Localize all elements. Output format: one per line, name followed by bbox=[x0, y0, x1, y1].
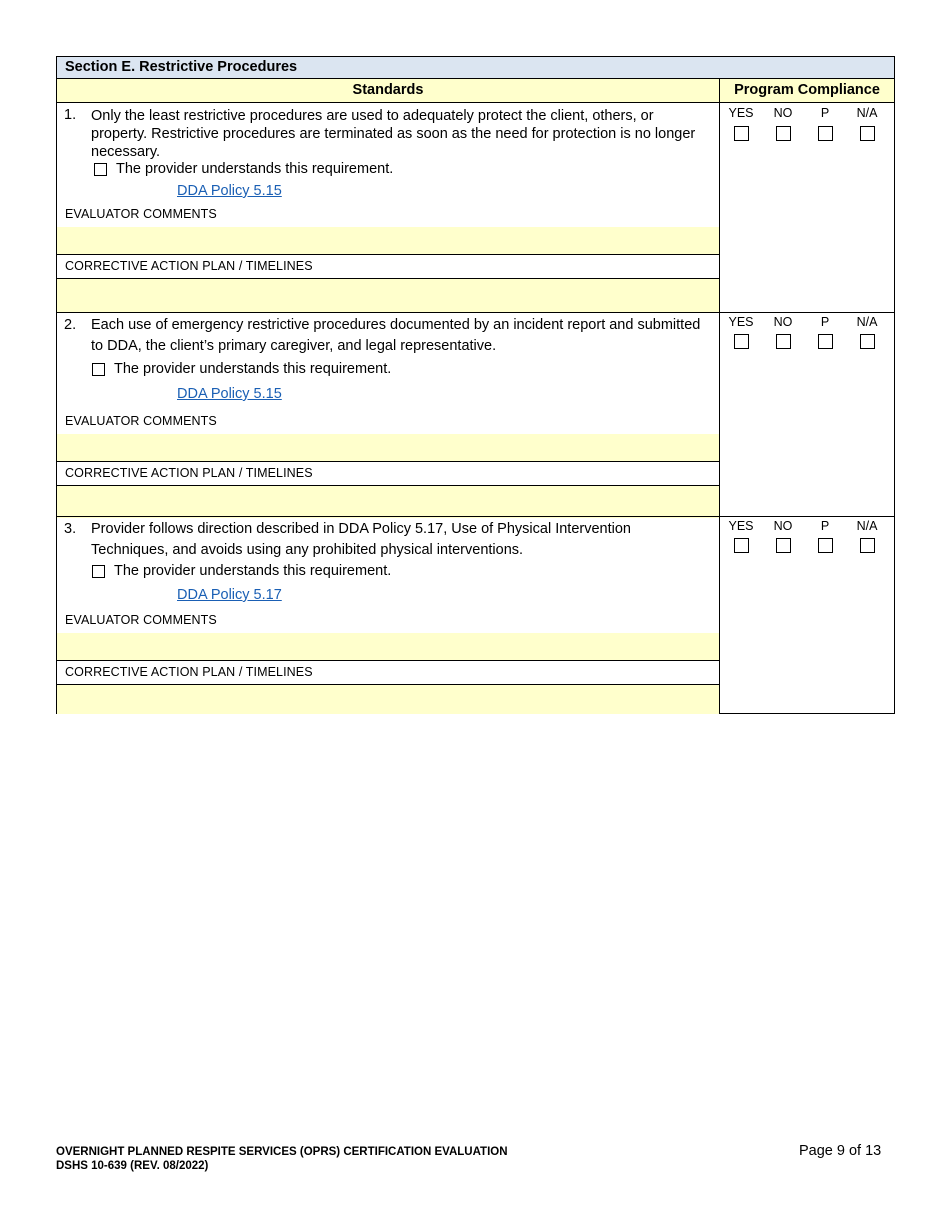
corrective-action-label: CORRECTIVE ACTION PLAN / TIMELINES bbox=[65, 259, 313, 273]
evaluator-comments-label: EVALUATOR COMMENTS bbox=[65, 613, 217, 627]
na-checkbox[interactable] bbox=[860, 126, 875, 141]
partial-label: P bbox=[820, 106, 830, 120]
standard-text: Each use of emergency restrictive procedures documented by an incident report and submitted to DDA, the client’s primary caregiver, and legal representative. bbox=[91, 317, 701, 354]
table-header bbox=[57, 79, 894, 103]
standards-header: Standards bbox=[57, 79, 720, 102]
form-number: DSHS 10-639 (REV. 08/2022) bbox=[56, 1160, 209, 1172]
compliance-cell bbox=[720, 313, 894, 516]
partial-checkbox[interactable] bbox=[818, 538, 833, 553]
no-checkbox[interactable] bbox=[776, 126, 791, 141]
item-number: 1. bbox=[64, 107, 77, 123]
yes-label: YES bbox=[728, 315, 754, 329]
corrective-action-field[interactable] bbox=[57, 278, 719, 313]
corrective-action-field[interactable] bbox=[57, 684, 719, 714]
item-number: 2. bbox=[64, 317, 77, 333]
compliance-cell bbox=[720, 103, 894, 312]
no-checkbox[interactable] bbox=[776, 538, 791, 553]
acknowledgement bbox=[92, 361, 391, 377]
acknowledge-checkbox[interactable] bbox=[94, 163, 107, 176]
evaluator-comments-field[interactable] bbox=[57, 434, 719, 462]
yes-label: YES bbox=[728, 519, 754, 533]
na-label: N/A bbox=[856, 315, 878, 329]
partial-checkbox[interactable] bbox=[818, 334, 833, 349]
policy-link[interactable]: DDA Policy 5.15 bbox=[177, 386, 282, 402]
no-label: NO bbox=[773, 106, 793, 120]
standard-text: Only the least restrictive procedures are used to adequately protect the client, others, or property. Restrictive procedures are terminated as soon as the need for protection is no longer necessary. bbox=[91, 108, 696, 160]
partial-label: P bbox=[820, 315, 830, 329]
evaluator-comments-label: EVALUATOR COMMENTS bbox=[65, 207, 217, 221]
standard-row-2 bbox=[57, 312, 894, 516]
acknowledgement-label: The provider understands this requirement. bbox=[114, 563, 392, 579]
standard-row-1 bbox=[57, 103, 894, 312]
standard-row-3 bbox=[57, 516, 894, 713]
evaluator-comments-field[interactable] bbox=[57, 227, 719, 255]
partial-label: P bbox=[820, 519, 830, 533]
item-number: 3. bbox=[64, 521, 77, 537]
corrective-action-label: CORRECTIVE ACTION PLAN / TIMELINES bbox=[65, 665, 313, 679]
acknowledgement bbox=[94, 161, 393, 177]
no-label: NO bbox=[773, 315, 793, 329]
na-checkbox[interactable] bbox=[860, 538, 875, 553]
acknowledgement-label: The provider understands this requirement. bbox=[116, 161, 394, 177]
na-checkbox[interactable] bbox=[860, 334, 875, 349]
partial-checkbox[interactable] bbox=[818, 126, 833, 141]
acknowledge-checkbox[interactable] bbox=[92, 565, 105, 578]
program-compliance-header: Program Compliance bbox=[734, 82, 880, 98]
acknowledgement bbox=[92, 563, 391, 579]
no-checkbox[interactable] bbox=[776, 334, 791, 349]
policy-link[interactable]: DDA Policy 5.15 bbox=[177, 183, 282, 199]
policy-link[interactable]: DDA Policy 5.17 bbox=[177, 587, 282, 603]
evaluator-comments-label: EVALUATOR COMMENTS bbox=[65, 414, 217, 428]
form-title: OVERNIGHT PLANNED RESPITE SERVICES (OPRS) CERTIFICATION EVALUATION bbox=[56, 1146, 508, 1158]
corrective-action-label: CORRECTIVE ACTION PLAN / TIMELINES bbox=[65, 466, 313, 480]
yes-checkbox[interactable] bbox=[734, 126, 749, 141]
evaluator-comments-field[interactable] bbox=[57, 633, 719, 661]
page-number: Page 9 of 13 bbox=[799, 1143, 882, 1159]
acknowledge-checkbox[interactable] bbox=[92, 363, 105, 376]
na-label: N/A bbox=[856, 519, 878, 533]
evaluation-form-table bbox=[56, 56, 895, 714]
acknowledgement-label: The provider understands this requirement. bbox=[114, 361, 392, 377]
footer-form-info bbox=[56, 1145, 508, 1173]
na-label: N/A bbox=[856, 106, 878, 120]
section-title: Section E. Restrictive Procedures bbox=[57, 57, 894, 79]
no-label: NO bbox=[773, 519, 793, 533]
standard-text: Provider follows direction described in DDA Policy 5.17, Use of Physical Intervention Techniques, and avoids using any prohibited physical interventions. bbox=[91, 521, 631, 558]
compliance-cell bbox=[720, 517, 894, 713]
corrective-action-field[interactable] bbox=[57, 485, 719, 518]
yes-checkbox[interactable] bbox=[734, 538, 749, 553]
yes-label: YES bbox=[728, 106, 754, 120]
yes-checkbox[interactable] bbox=[734, 334, 749, 349]
